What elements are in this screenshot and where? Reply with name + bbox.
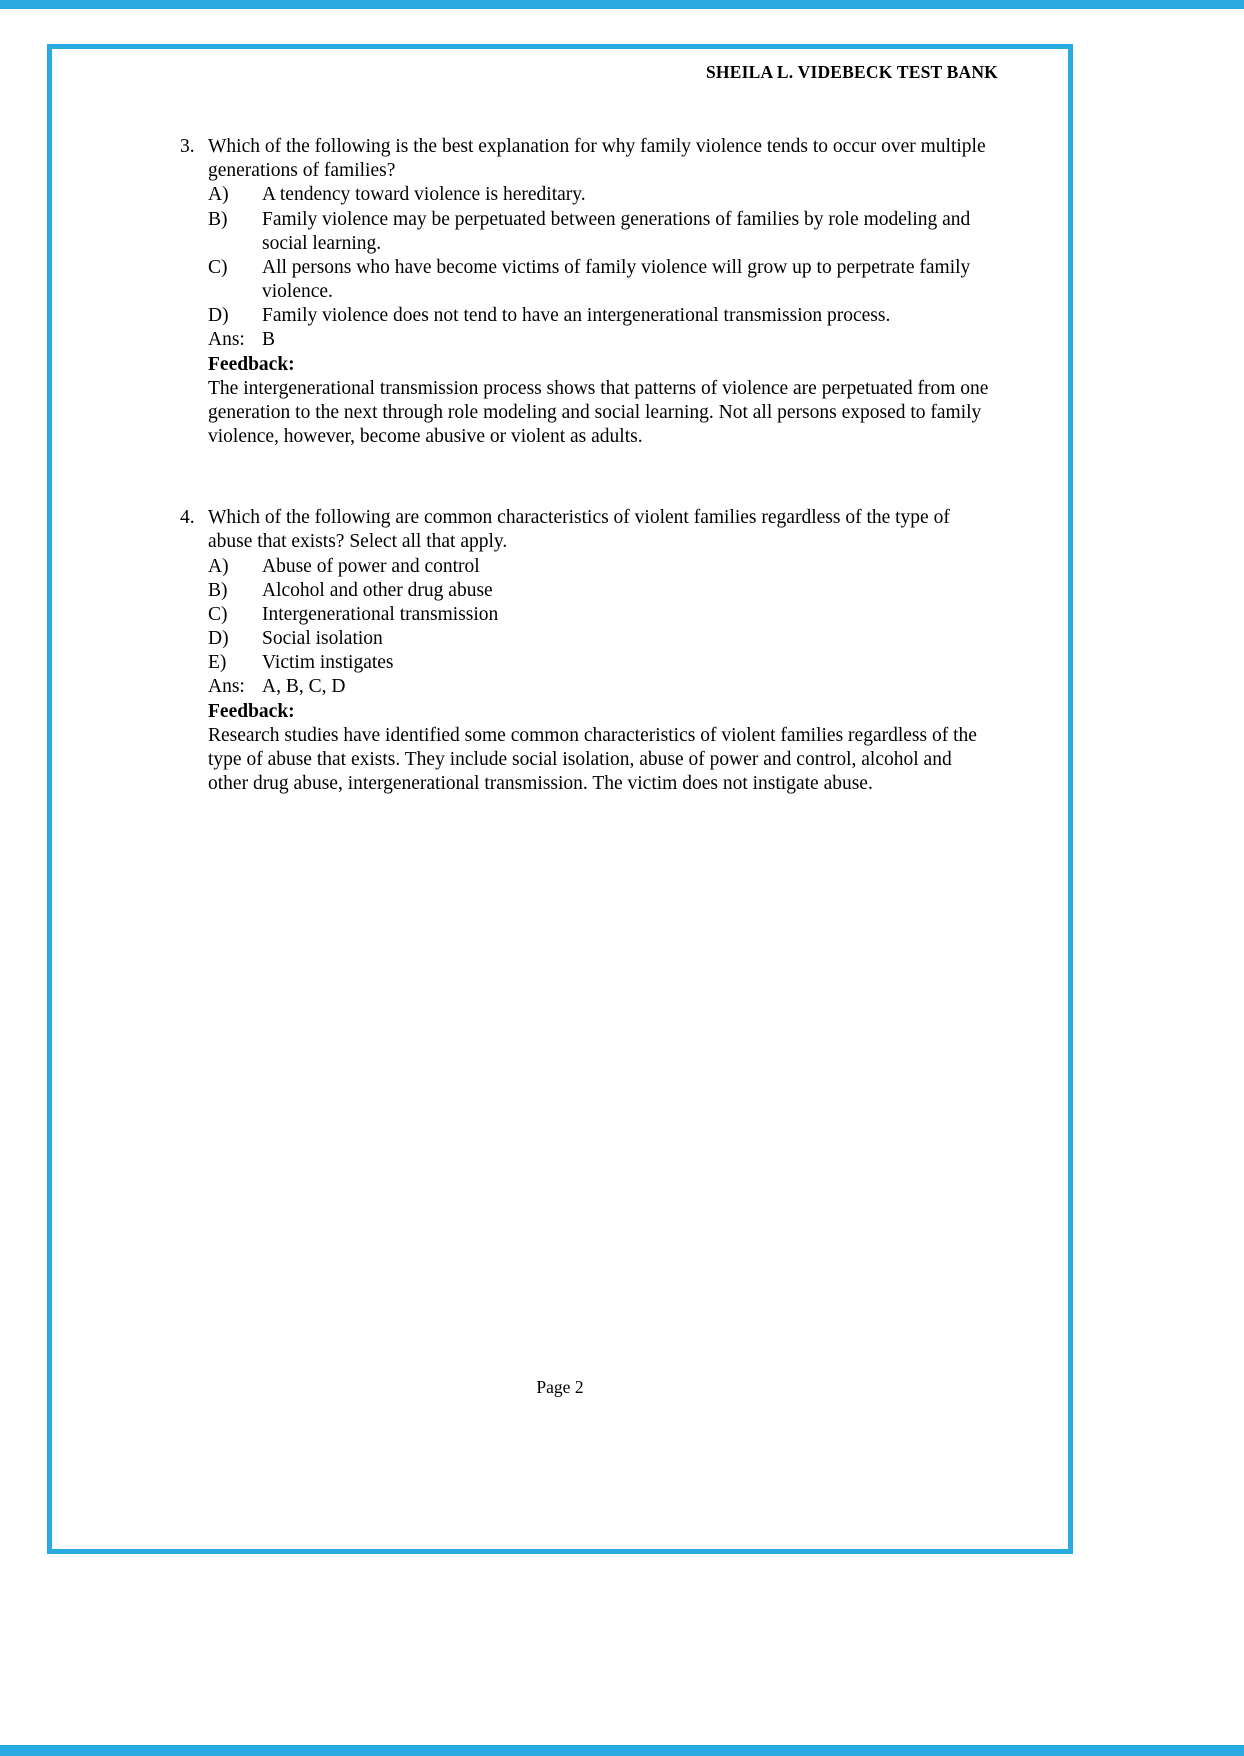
question-text: Which of the following is the best explanation for why family violence tends to occur over multiple generations of families?: [208, 136, 986, 182]
document-header: [52, 49, 1068, 83]
feedback-label: Feedback:: [208, 700, 295, 722]
option-text: Victim instigates: [262, 652, 394, 674]
option-text: A tendency toward violence is hereditary.: [262, 184, 586, 206]
option-letter: D): [208, 305, 229, 327]
option-row: [180, 183, 990, 207]
question-text: Which of the following are common characteristics of violent families regardless of the type of abuse that exists? Select all that apply.: [208, 507, 950, 553]
question-block-3: [180, 135, 990, 449]
option-text: Intergenerational transmission: [262, 603, 499, 625]
answer-row: [180, 675, 990, 699]
question-row: [180, 506, 990, 554]
option-text: Abuse of power and control: [262, 555, 480, 577]
option-text: Family violence may be perpetuated between generations of families by role modeling and social learning.: [262, 208, 971, 254]
option-letter: E): [208, 652, 227, 674]
bottom-accent-bar: [0, 1745, 1244, 1756]
feedback-text: Research studies have identified some common characteristics of violent families regardless of the type of abuse that exists. They include social isolation, abuse of power and control, alcohol and other drug abuse, intergenerational transmission. The victim does not instigate abuse.: [208, 724, 977, 795]
answer-label: Ans:: [208, 329, 245, 351]
option-letter: C): [208, 603, 228, 625]
option-text: Family violence does not tend to have an intergenerational transmission process.: [262, 305, 891, 327]
question-number: 4.: [180, 507, 195, 529]
option-row: [180, 208, 990, 256]
feedback-text: The intergenerational transmission process shows that patterns of violence are perpetuated from one generation to the next through role modeling and social learning. Not all persons exposed to family violence, however, become abusive or violent as adults.: [208, 377, 989, 448]
option-letter: A): [208, 555, 229, 577]
page-border-frame: [47, 44, 1073, 1554]
page-number: Page 2: [536, 1377, 584, 1397]
option-letter: C): [208, 256, 228, 278]
answer-value: B: [262, 329, 276, 351]
option-row: [180, 555, 990, 579]
option-row: [180, 256, 990, 304]
option-row: [180, 651, 990, 675]
question-block-4: [180, 506, 990, 796]
question-number: 3.: [180, 136, 195, 157]
question-row: [180, 135, 990, 183]
header-title: SHEILA L. VIDEBECK TEST BANK: [705, 62, 998, 82]
option-letter: B): [208, 208, 228, 230]
feedback-label: Feedback:: [208, 353, 295, 375]
answer-label: Ans:: [208, 676, 245, 698]
answer-row: [180, 328, 990, 352]
answer-value: A, B, C, D: [262, 676, 346, 698]
option-row: [180, 603, 990, 627]
option-text: All persons who have become victims of family violence will grow up to perpetrate family violence.: [262, 256, 971, 303]
option-text: Social isolation: [262, 628, 383, 650]
option-letter: D): [208, 628, 229, 650]
option-row: [180, 304, 990, 328]
top-accent-bar: [0, 0, 1244, 9]
option-row: [180, 627, 990, 651]
option-letter: B): [208, 579, 228, 601]
option-text: Alcohol and other drug abuse: [262, 579, 493, 601]
option-row: [180, 579, 990, 603]
document-content: [52, 135, 1068, 796]
option-letter: A): [208, 184, 229, 206]
